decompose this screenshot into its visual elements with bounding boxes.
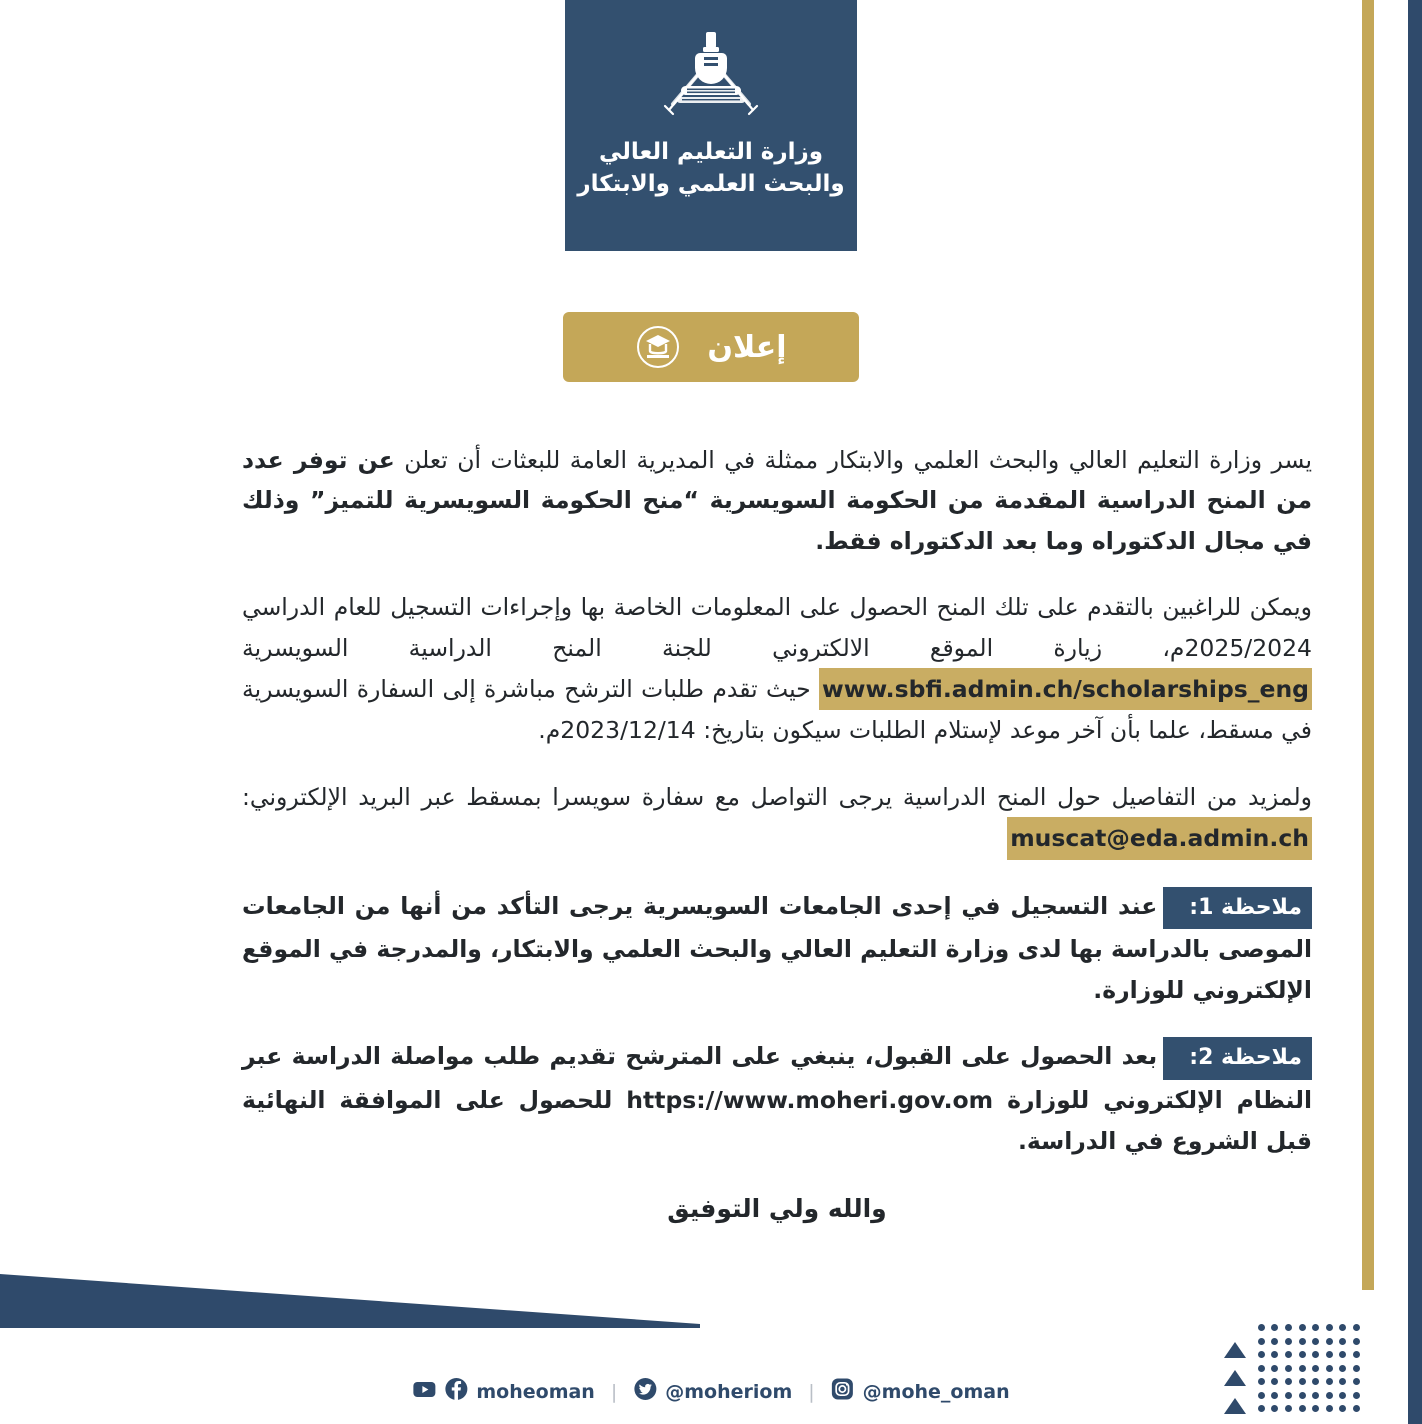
note-2-tag: ملاحظة 2:: [1163, 1037, 1312, 1080]
embassy-email-link[interactable]: muscat@eda.admin.ch: [1007, 817, 1312, 859]
note-1-text: عند التسجيل في إحدى الجامعات السويسرية يرجى التأكد من أنها من الجامعات الموصى بالدراسة بها لدى وزارة التعليم العالي والبحث العلمي والابتكار، والمدرجة في الموقع الإلكتروني للوزارة.: [242, 891, 1312, 1004]
instagram-icon[interactable]: [831, 1377, 855, 1406]
social-handle-moheoman[interactable]: moheoman: [476, 1380, 595, 1403]
sbfi-website-link[interactable]: www.sbfi.admin.ch/scholarships_eng: [819, 668, 1312, 710]
note-1: [242, 886, 1312, 1011]
paragraph-1-text: يسر وزارة التعليم العالي والبحث العلمي والابتكار ممثلة في المديرية العامة للبعثات أن تعلن: [394, 446, 1312, 474]
paragraph-1-bold: عن توفر عدد من المنح الدراسية المقدمة من الحكومة السويسرية “منح الحكومة السويسرية للتميز” وذلك في مجال الدكتوراه وما بعد الدكتوراه فقط.: [242, 446, 1312, 555]
ministry-logo-block: [565, 0, 857, 251]
paragraph-2: [242, 587, 1312, 751]
social-account-instagram[interactable]: [831, 1377, 1010, 1406]
note-2-text-after: للحصول على الموافقة النهائية قبل الشروع في الدراسة.: [242, 1086, 1312, 1155]
triangle-icon: [1224, 1370, 1246, 1386]
announcement-label: إعلان: [707, 329, 787, 365]
paragraph-2-text-before: ويمكن للراغبين بالتقدم على تلك المنح الحصول على المعلومات الخاصة بها وإجراءات التسجيل للعام الدراسي 2025/2024م، زيارة الموقع الالكتروني للجنة المنح الدراسية السويسرية: [242, 593, 1312, 662]
graduation-cap-icon: [635, 324, 681, 370]
note-2: [242, 1036, 1312, 1161]
social-separator-2: |: [808, 1380, 815, 1403]
paragraph-2-text-after: حيث تقدم طلبات الترشح مباشرة إلى السفارة السويسرية في مسقط، علما بأن آخر موعد لإستلام الطلبات سيكون بتاريخ: 2023/12/14م.: [242, 675, 1312, 745]
ministry-name-line1: وزارة التعليم العالي: [598, 139, 823, 165]
social-handle-mohe-oman[interactable]: @mohe_oman: [862, 1380, 1010, 1403]
triangle-icon: [1224, 1342, 1246, 1358]
note-2-text-before: بعد الحصول على القبول، ينبغي على المترشح تقديم طلب مواصلة الدراسة عبر النظام الإلكتروني للوزارة: [242, 1042, 1312, 1115]
social-account-twitter[interactable]: [633, 1377, 792, 1406]
paragraph-3-text: ولمزيد من التفاصيل حول المنح الدراسية يرجى التواصل مع سفارة سويسرا بمسقط عبر البريد الإلكتروني:: [242, 782, 1312, 811]
social-handle-moheriom[interactable]: @moheriom: [665, 1380, 793, 1403]
announcement-banner: [563, 312, 859, 382]
closing-line: والله ولي التوفيق: [667, 1193, 887, 1223]
footer-wedge-decoration: [0, 1270, 700, 1328]
moheri-portal-link[interactable]: https://www.moheri.gov.om: [626, 1086, 994, 1115]
oman-khanjar-emblem-icon: [651, 26, 771, 122]
dot-grid-decoration: [1254, 1324, 1360, 1416]
paragraph-3: [242, 777, 1312, 860]
triangle-decoration: [1224, 1342, 1246, 1414]
youtube-icon[interactable]: [412, 1377, 436, 1406]
facebook-icon[interactable]: [444, 1377, 468, 1406]
social-account-youtube-facebook[interactable]: [412, 1377, 594, 1406]
right-edge-navy-bar: [1408, 0, 1422, 1424]
twitter-icon[interactable]: [633, 1377, 657, 1406]
paragraph-1: [242, 440, 1312, 561]
right-edge-gold-bar: [1362, 0, 1374, 1290]
note-1-tag: ملاحظة 1:: [1163, 887, 1312, 930]
social-footer: [412, 1377, 1009, 1406]
announcement-body: [242, 440, 1312, 1230]
ministry-name-line2: والبحث العلمي والابتكار: [577, 171, 845, 198]
triangle-icon: [1224, 1398, 1246, 1414]
social-separator-1: |: [610, 1380, 618, 1403]
ministry-name: [577, 136, 844, 200]
